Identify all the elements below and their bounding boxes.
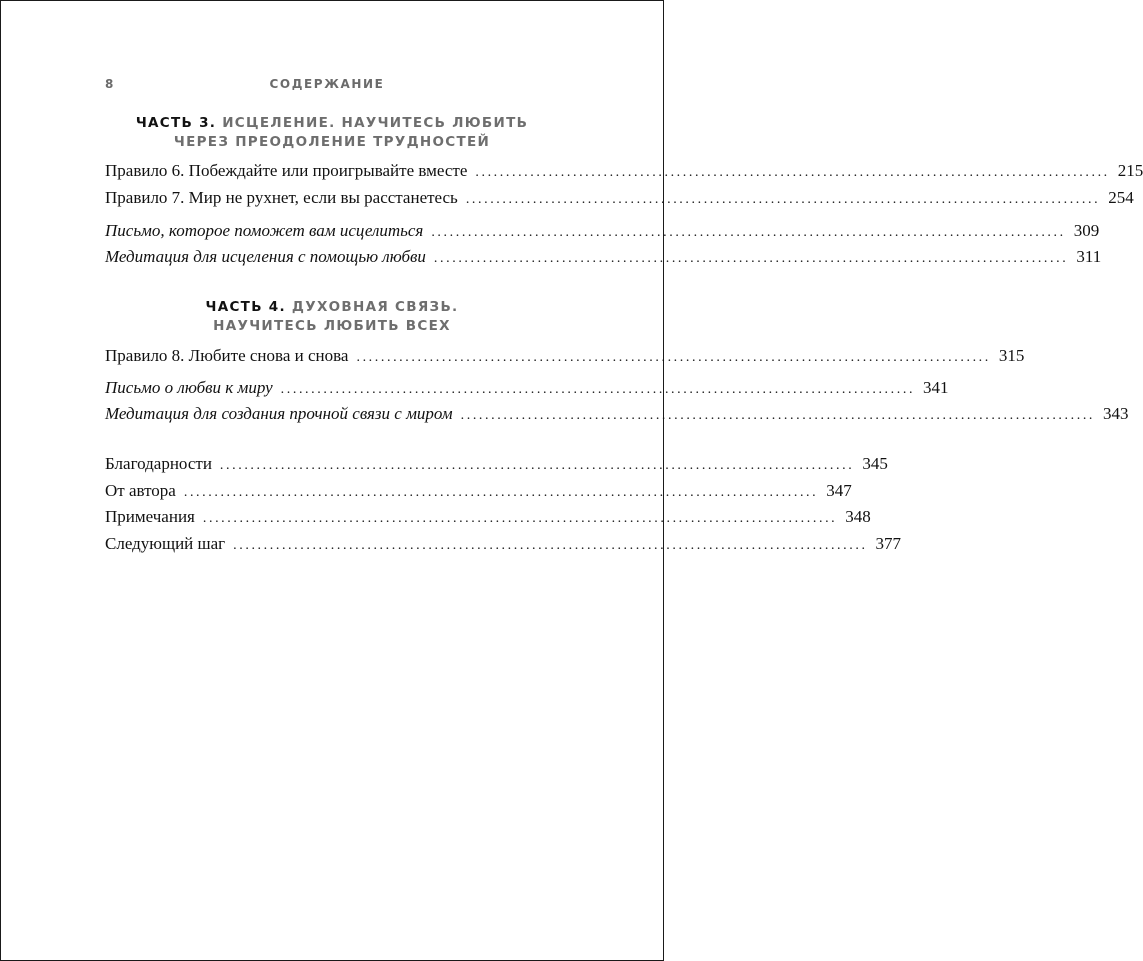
toc-entry-title: Письмо о любви к миру (105, 378, 273, 397)
toc-entry-page: 343 (1103, 404, 1129, 423)
toc-entry-title: Письмо, которое поможет вам исцелиться (105, 221, 424, 240)
toc-entry-page: 341 (923, 378, 949, 397)
part-4-label: ЧАСТЬ 4. (205, 299, 286, 315)
dot-leader: ........................................................................................................ (465, 192, 1101, 207)
part-3-heading (81, 114, 583, 152)
toc-entry-page: 309 (1073, 221, 1100, 240)
dot-leader: ........................................................................................................ (233, 538, 868, 553)
toc-entry-page: 348 (845, 507, 871, 526)
toc-entry-title: Правило 7. Мир не рухнет, если вы расстанетесь (105, 188, 458, 207)
part-4-heading (81, 298, 583, 336)
toc-entry-page: 347 (826, 481, 852, 500)
part-3-title-line1: ИСЦЕЛЕНИЕ. НАУЧИТЕСЬ ЛЮБИТЬ (222, 115, 529, 131)
toc-entry-page: 377 (875, 534, 902, 553)
toc-entry[interactable] (105, 507, 871, 529)
toc-entry[interactable] (105, 378, 949, 400)
page-number: 8 (105, 77, 115, 91)
part-3-label: ЧАСТЬ 3. (135, 115, 217, 131)
toc-entry[interactable] (105, 161, 1143, 183)
toc-entry[interactable] (105, 534, 902, 556)
toc-entry-title: Правило 8. Любите снова и снова (105, 346, 349, 365)
toc-entry[interactable] (105, 346, 1025, 368)
toc-entry-page: 215 (1117, 161, 1143, 180)
dot-leader: ........................................................................................................ (219, 458, 855, 473)
toc-entry[interactable] (105, 247, 1102, 269)
toc-entry-title: Следующий шаг (105, 534, 226, 553)
part-3-title-line2: ЧЕРЕЗ ПРЕОДОЛЕНИЕ ТРУДНОСТЕЙ (173, 134, 491, 150)
toc-entry-title: Примечания (105, 507, 195, 526)
part-4-title-line2: НАУЧИТЕСЬ ЛЮБИТЬ ВСЕХ (213, 318, 451, 334)
toc-entry-page: 254 (1108, 188, 1134, 207)
dot-leader: ........................................................................................................ (433, 251, 1069, 266)
part-4-title-line1: ДУХОВНАЯ СВЯЗЬ. (291, 299, 459, 315)
toc-entry-page: 345 (862, 454, 888, 473)
dot-leader: ........................................................................................................ (475, 165, 1110, 180)
toc-entry-title: Медитация для исцеления с помощью любви (105, 247, 426, 266)
toc-entry-title: От автора (105, 481, 176, 500)
toc-entry-page: 315 (998, 346, 1025, 365)
toc-entry-title: Правило 6. Побеждайте или проигрывайте вместе (105, 161, 468, 180)
running-head (105, 77, 549, 93)
dot-leader: ........................................................................................................ (280, 382, 916, 397)
running-title: СОДЕРЖАНИЕ (269, 77, 385, 91)
toc-entry-page: 311 (1076, 247, 1102, 266)
dot-leader: ........................................................................................................ (431, 225, 1066, 240)
toc-entry[interactable] (105, 221, 1100, 243)
dot-leader: ........................................................................................................ (460, 408, 1096, 423)
dot-leader: ........................................................................................................ (356, 350, 991, 365)
toc-entry[interactable] (105, 404, 1129, 426)
toc-entry[interactable] (105, 481, 852, 503)
toc-entry-title: Благодарности (105, 454, 212, 473)
toc-entry-title: Медитация для создания прочной связи с миром (105, 404, 453, 423)
dot-leader: ........................................................................................................ (202, 511, 838, 526)
toc-entry[interactable] (105, 188, 1134, 210)
dot-leader: ........................................................................................................ (183, 485, 819, 500)
toc-entry[interactable] (105, 454, 888, 476)
